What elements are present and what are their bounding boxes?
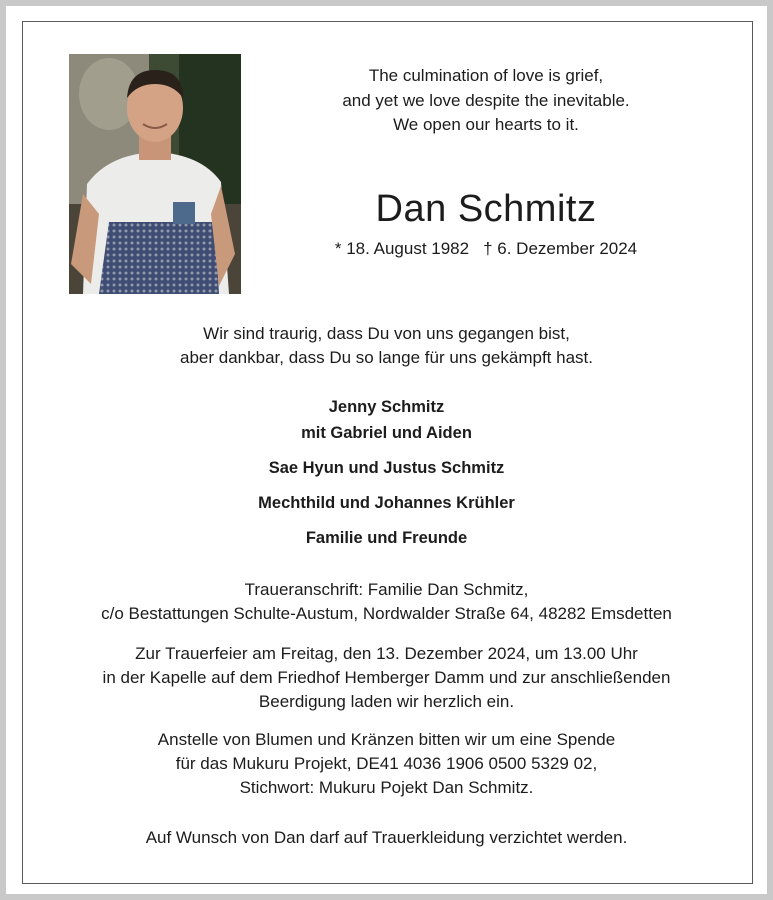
- funeral-line: Zur Trauerfeier am Freitag, den 13. Dezember 2024, um 13.00 Uhr: [135, 644, 638, 663]
- farewell-message: [6, 322, 767, 370]
- mourner-name: Mechthild und Johannes Krühler: [258, 494, 515, 512]
- obituary-notice: [6, 6, 767, 894]
- mourner-name: Sae Hyun und Justus Schmitz: [268, 459, 505, 477]
- birth-date: * 18. August 1982: [334, 239, 470, 258]
- closing-note: [6, 826, 767, 850]
- mourners-list: [6, 394, 767, 446]
- closing-line: Auf Wunsch von Dan darf auf Trauerkleidung verzichtet werden.: [145, 828, 628, 847]
- funeral-line: Beerdigung laden wir herzlich ein.: [258, 692, 515, 711]
- deceased-name: Dan Schmitz: [375, 188, 597, 230]
- portrait-photo: [69, 54, 241, 294]
- donation-line: Stichwort: Mukuru Pojekt Dan Schmitz.: [239, 778, 534, 797]
- opening-quote: [276, 64, 696, 138]
- donation-info: [6, 728, 767, 800]
- donation-line: für das Mukuru Projekt, DE41 4036 1906 0500 5329 02,: [175, 754, 598, 773]
- quote-line: and yet we love despite the inevitable.: [342, 90, 630, 110]
- mourner-name: Familie und Freunde: [305, 529, 468, 547]
- funeral-info: [6, 642, 767, 714]
- address-line: Traueranschrift: Familie Dan Schmitz,: [244, 580, 529, 599]
- quote-line: We open our hearts to it.: [393, 115, 579, 134]
- mourner-name: mit Gabriel und Aiden: [301, 424, 472, 442]
- life-dates: [276, 238, 696, 260]
- quote-line: The culmination of love is grief,: [368, 66, 604, 85]
- address-line: c/o Bestattungen Schulte-Austum, Nordwalder Straße 64, 48282 Emsdetten: [101, 604, 672, 623]
- donation-line: Anstelle von Blumen und Kränzen bitten wir um eine Spende: [157, 730, 616, 749]
- death-date: † 6. Dezember 2024: [483, 239, 638, 258]
- funeral-line: in der Kapelle auf dem Friedhof Hemberger Damm und zur anschließenden: [102, 668, 671, 687]
- message-line: Wir sind traurig, dass Du von uns gegangen bist,: [203, 324, 570, 343]
- mourning-address: [6, 578, 767, 626]
- mourner-name: Jenny Schmitz: [328, 398, 445, 416]
- message-line: aber dankbar, dass Du so lange für uns gekämpft hast.: [180, 348, 593, 367]
